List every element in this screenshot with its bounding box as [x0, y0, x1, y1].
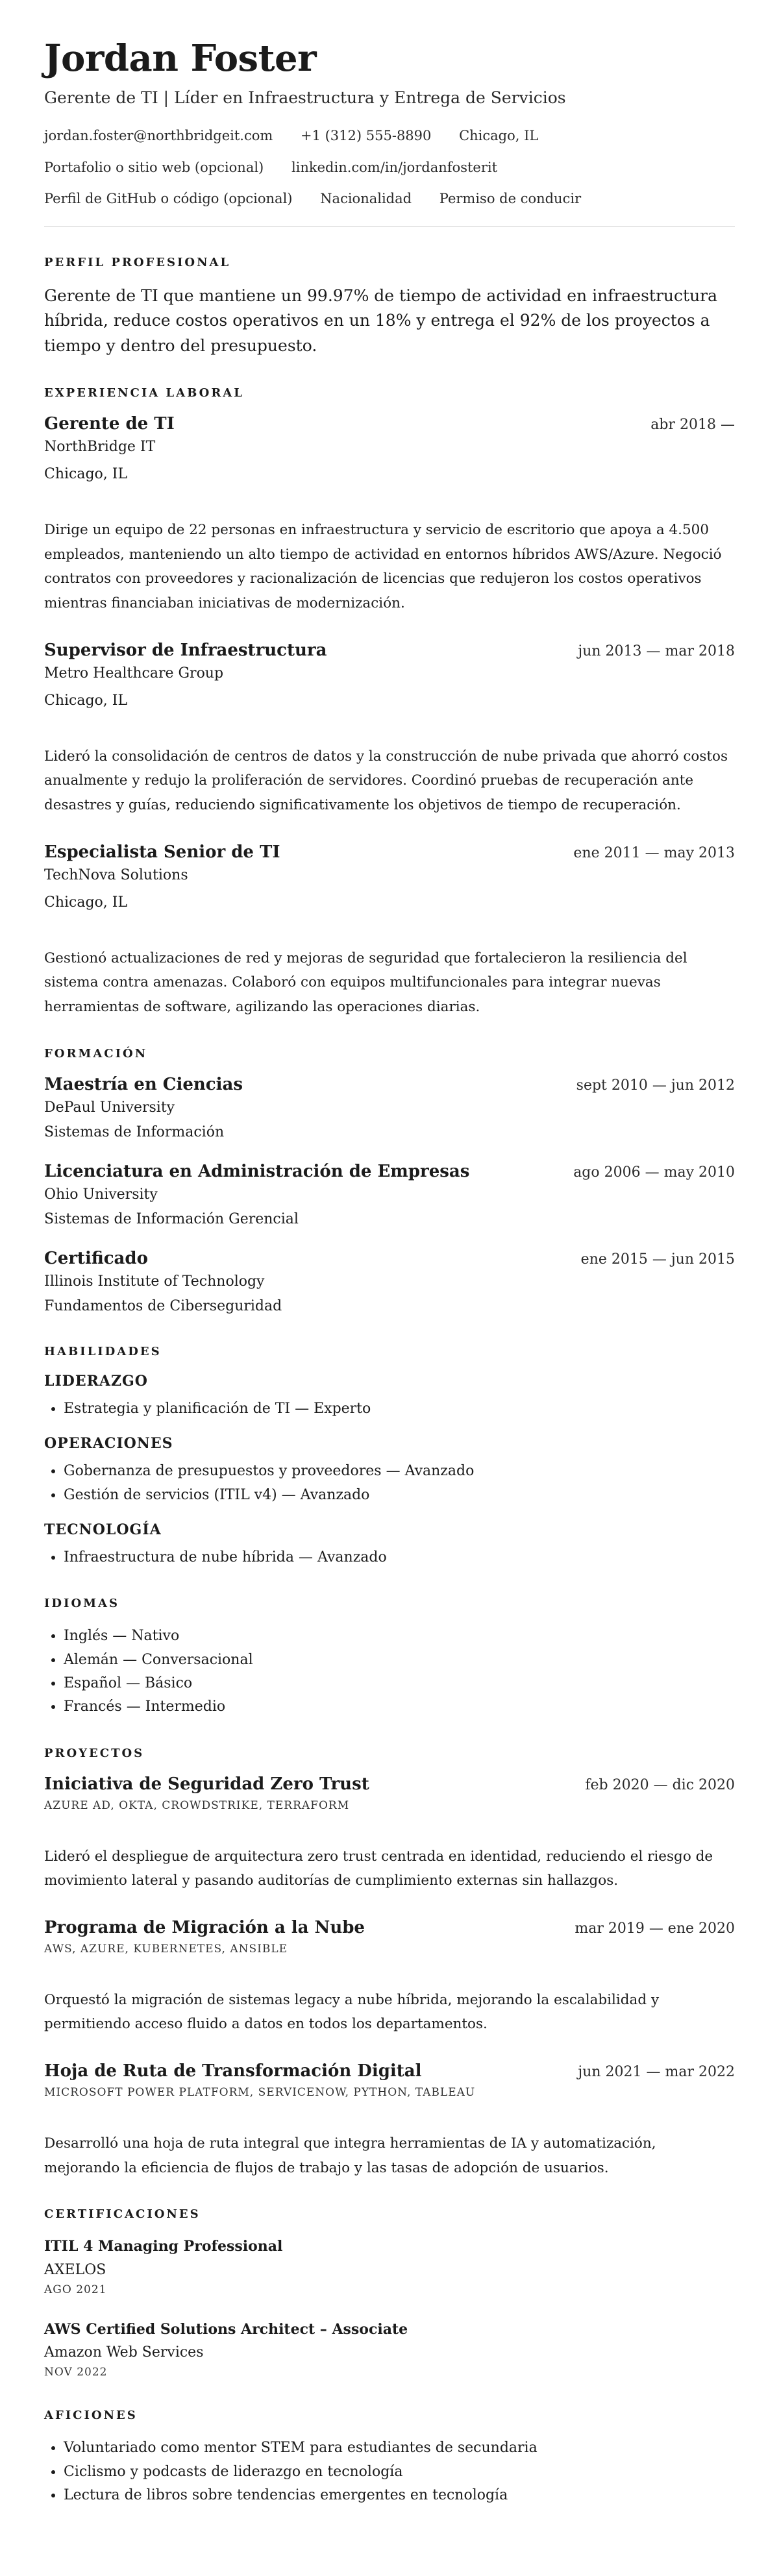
candidate-name: Jordan Foster [44, 37, 317, 80]
certification-issuer: Amazon Web Services [44, 2344, 204, 2361]
project-tech: AWS, AZURE, KUBERNETES, ANSIBLE [44, 1942, 288, 1956]
project-title: Iniciativa de Seguridad Zero Trust [44, 1774, 369, 1794]
header-divider [44, 226, 735, 227]
experience-entry [44, 641, 735, 818]
project-date: mar 2019 — ene 2020 [575, 1920, 735, 1937]
experience-entry [44, 842, 735, 1020]
language-item: • Francés — Intermedio [64, 1695, 735, 1719]
certification-name: ITIL 4 Managing Professional [44, 2238, 283, 2255]
skill-list [44, 1546, 735, 1569]
job-location: Chicago, IL [44, 692, 128, 709]
section-title: EXPERIENCIA LABORAL [44, 386, 244, 400]
degree: Certificado [44, 1249, 148, 1268]
project-title: Programa de Migración a la Nube [44, 1917, 365, 1937]
summary-text: Gerente de TI que mantiene un 99.97% de tiempo de actividad en infraestructura híbrida, reduce costos operativos en un 18% y entrega el 92% de los proyectos a tiempo y dentro del presupuesto. [44, 286, 718, 356]
linkedin-link[interactable]: linkedin.com/in/jordanfosterit [291, 159, 498, 175]
contact-row-3 [44, 190, 735, 208]
education-entry [44, 1162, 735, 1231]
github-link[interactable]: Perfil de GitHub o código (opcional) [44, 191, 293, 207]
education-date: ago 2006 — may 2010 [573, 1164, 735, 1181]
section-title: PERFIL PROFESIONAL [44, 255, 231, 269]
section-title: AFICIONES [44, 2409, 138, 2423]
headline: Gerente de TI | Líder en Infraestructura y Entrega de Servicios [44, 88, 566, 108]
education-date: sept 2010 — jun 2012 [576, 1077, 735, 1094]
section-title: IDIOMAS [44, 1597, 120, 1611]
hobby-item: • Ciclismo y podcasts de liderazgo en tecnología [64, 2460, 735, 2484]
section-title: FORMACIÓN [44, 1046, 148, 1061]
job-description: Gestionó actualizaciones de red y mejoras de seguridad que fortalecieron la resiliencia del sistema contra amenazas. Colaboró con equipos multifuncionales para integrar nuevas herramientas de software, agilizando las operaciones diarias. [44, 950, 687, 1015]
project-description: Desarrolló una hoja de ruta integral que integra herramientas de IA y automatización, mejorando la eficiencia de flujos de trabajo y las tasas de adopción de usuarios. [44, 2135, 656, 2176]
language-item: • Español — Básico [64, 1672, 735, 1695]
job-title: Especialista Senior de TI [44, 842, 280, 862]
job-title: Gerente de TI [44, 413, 175, 434]
company: Metro Healthcare Group [44, 665, 224, 681]
experience-entry [44, 414, 735, 616]
company: TechNova Solutions [44, 866, 188, 883]
project-tech: MICROSOFT POWER PLATFORM, SERVICENOW, PYTHON, TABLEAU [44, 2086, 476, 2100]
degree: Licenciatura en Administración de Empresas [44, 1161, 470, 1181]
certification-date: AGO 2021 [44, 2283, 107, 2296]
languages-section [44, 1597, 735, 1719]
project-date: jun 2021 — mar 2022 [578, 2064, 735, 2081]
job-title: Supervisor de Infraestructura [44, 640, 327, 660]
hobby-item: • Lectura de libros sobre tendencias emergentes en tecnología [64, 2484, 735, 2507]
language-list [44, 1625, 735, 1719]
contact-row-1 [44, 127, 735, 145]
field-of-study: Sistemas de Información Gerencial [44, 1210, 299, 1227]
section-title: PROYECTOS [44, 1746, 145, 1760]
school: Illinois Institute of Technology [44, 1273, 265, 1290]
hobby-list [44, 2436, 735, 2507]
certification-name: AWS Certified Solutions Architect – Associate [44, 2320, 408, 2338]
location: Chicago, IL [459, 128, 539, 144]
project-entry [44, 1774, 735, 1893]
skills-section [44, 1345, 735, 1569]
projects-section [44, 1747, 735, 2181]
skill-item: • Gobernanza de presupuestos y proveedores — Avanzado [64, 1460, 735, 1483]
education-date: ene 2015 — jun 2015 [580, 1251, 735, 1268]
summary-section [44, 256, 735, 359]
field-of-study: Sistemas de Información [44, 1123, 225, 1140]
education-section [44, 1047, 735, 1318]
company: NorthBridge IT [44, 438, 156, 455]
school: Ohio University [44, 1186, 158, 1203]
school: DePaul University [44, 1099, 175, 1116]
job-date: ene 2011 — may 2013 [573, 844, 735, 861]
project-description: Orquestó la migración de sistemas legacy a nube híbrida, mejorando la escalabilidad y permitiendo acceso fluido a datos en todos los departamentos. [44, 1991, 660, 2033]
email-link[interactable]: jordan.foster@northbridgeit.com [44, 128, 273, 144]
skill-list [44, 1397, 735, 1421]
skill-category: OPERACIONES [44, 1435, 173, 1453]
portfolio-link[interactable]: Portafolio o sitio web (opcional) [44, 159, 264, 175]
skill-list [44, 1460, 735, 1507]
section-title: HABILIDADES [44, 1345, 162, 1359]
job-description: Lideró la consolidación de centros de datos y la construcción de nube privada que ahorró costos anualmente y redujo la proliferación de servidores. Coordinó pruebas de recuperación ante desastres y guías, reduciendo significativamente los objetivos de tiempo de recuperación. [44, 748, 728, 813]
hobby-item: • Voluntariado como mentor STEM para estudiantes de secundaria [64, 2436, 735, 2460]
nationality: Nacionalidad [320, 191, 412, 207]
project-title: Hoja de Ruta de Transformación Digital [44, 2061, 422, 2081]
certification-entry [44, 2318, 735, 2382]
certification-date: NOV 2022 [44, 2366, 108, 2379]
experience-section [44, 386, 735, 1020]
driving-license: Permiso de conducir [439, 191, 582, 207]
skill-item: • Gestión de servicios (ITIL v4) — Avanzado [64, 1484, 735, 1507]
skill-item: • Estrategia y planificación de TI — Experto [64, 1397, 735, 1421]
section-title: CERTIFICACIONES [44, 2207, 201, 2222]
project-entry [44, 1918, 735, 2037]
job-date: abr 2018 — [650, 416, 735, 433]
job-location: Chicago, IL [44, 894, 128, 911]
certification-entry [44, 2235, 735, 2299]
job-date: jun 2013 — mar 2018 [578, 643, 735, 659]
phone-number: +1 (312) 555-8890 [300, 128, 432, 144]
language-item: • Alemán — Conversacional [64, 1649, 735, 1672]
skill-category: TECNOLOGÍA [44, 1521, 162, 1539]
project-description: Lideró el despliegue de arquitectura zero trust centrada en identidad, reduciendo el riesgo de movimiento lateral y pasando auditorías de cumplimiento externas sin hallazgos. [44, 1848, 713, 1889]
job-description: Dirige un equipo de 22 personas en infraestructura y servicio de escritorio que apoya a 4.500 empleados, manteniendo un alto tiempo de actividad en entornos híbridos AWS/Azure. Negoció contratos con proveedores y racionalización de licencias que redujeron los costos operativos mientras financiaban iniciativas de modernización. [44, 522, 722, 611]
project-date: feb 2020 — dic 2020 [585, 1776, 735, 1793]
project-entry [44, 2061, 735, 2180]
degree: Maestría en Ciencias [44, 1074, 243, 1094]
field-of-study: Fundamentos de Ciberseguridad [44, 1298, 282, 1315]
job-location: Chicago, IL [44, 465, 128, 482]
certifications-section [44, 2207, 735, 2381]
language-item: • Inglés — Nativo [64, 1625, 735, 1648]
hobbies-section [44, 2409, 735, 2507]
certification-issuer: AXELOS [44, 2261, 106, 2278]
project-tech: AZURE AD, OKTA, CROWDSTRIKE, TERRAFORM [44, 1798, 350, 1812]
education-entry [44, 1249, 735, 1318]
skill-category: LIDERAZGO [44, 1373, 148, 1390]
contact-row-2 [44, 158, 735, 177]
education-entry [44, 1075, 735, 1144]
skill-item: • Infraestructura de nube híbrida — Avanzado [64, 1546, 735, 1569]
